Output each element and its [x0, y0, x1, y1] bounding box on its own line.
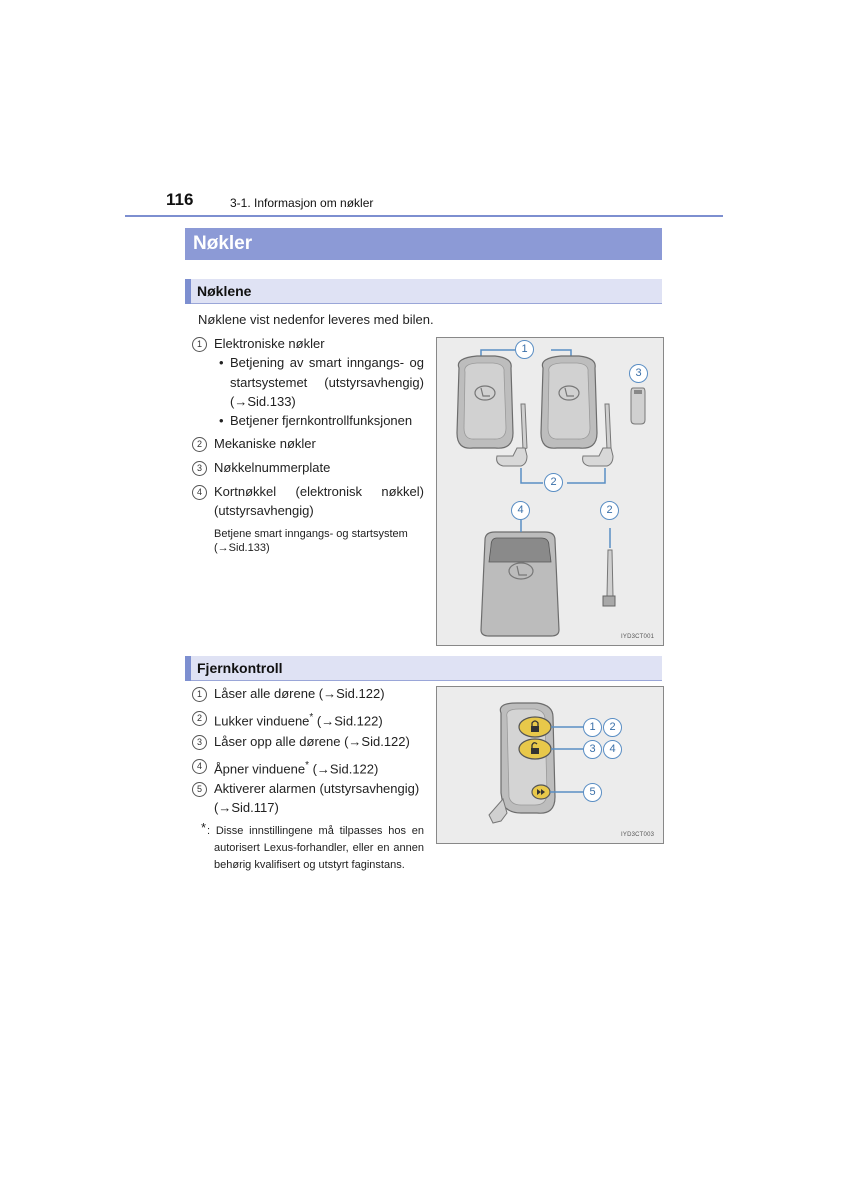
intro-text: Nøklene vist nedenfor leveres med bilen.	[198, 312, 434, 327]
list-item: Låser opp alle dørene (→Sid.122)	[214, 734, 410, 749]
callout-number: 2	[544, 473, 563, 492]
list-item	[214, 708, 383, 730]
item-number: 4	[192, 485, 207, 500]
note-text: Betjene smart inngangs- og startsystem	[214, 528, 408, 540]
note-text: (→Sid.133)	[214, 542, 270, 554]
footnote-text: : Disse innstillingene må tilpasses hos en	[207, 825, 424, 837]
remote-figure	[436, 686, 664, 844]
item-number: 1	[192, 337, 207, 352]
bullet-text: Betjener fjernkontrollfunksjonen	[230, 413, 413, 428]
callout-number: 5	[583, 783, 602, 802]
item-number: 5	[192, 782, 207, 797]
item-number: 3	[192, 461, 207, 476]
section-heading: Nøklene	[197, 283, 252, 299]
page-reference: (→Sid.122)	[308, 761, 379, 777]
page-reference: (→Sid.122)	[313, 713, 383, 729]
footnote-marker: *	[201, 820, 207, 835]
item-number: 2	[192, 711, 207, 726]
item-number: 3	[192, 735, 207, 750]
item-number: 2	[192, 437, 207, 452]
list-item: Kortnøkkel (elektronisk nøkkel)	[214, 484, 424, 499]
section-heading-bar	[185, 656, 662, 681]
callout-number: 3	[629, 364, 648, 383]
figure-code: IYD3CT003	[621, 832, 655, 838]
running-head: 3-1. Informasjon om nøkler	[230, 196, 374, 210]
item-number: 4	[192, 759, 207, 774]
list-item	[214, 756, 378, 778]
footnote-star: *	[309, 712, 314, 723]
list-item: Låser alle dørene (→Sid.122)	[214, 686, 385, 701]
list-item-label: Åpner vinduene	[214, 761, 306, 777]
callout-number: 4	[511, 501, 530, 520]
bullet-dot: •	[219, 355, 224, 370]
list-item: Nøkkelnummerplate	[214, 460, 331, 475]
list-item: Mekaniske nøkler	[214, 436, 316, 451]
page-title-bar	[185, 228, 662, 260]
list-item: (→Sid.117)	[214, 800, 279, 815]
header-rule	[125, 215, 723, 217]
section-heading: Fjernkontroll	[197, 660, 283, 676]
section-accent	[185, 656, 191, 681]
footnote-text: autorisert Lexus-forhandler, eller en annen	[214, 842, 424, 854]
list-item: Aktiverer alarmen (utstyrsavhengig)	[214, 781, 420, 796]
bullet-text: Betjening av smart inngangs- og	[230, 355, 424, 370]
bullet-dot: •	[219, 413, 224, 428]
footnote-star: *	[305, 760, 309, 771]
figure-code: IYD3CT001	[621, 634, 655, 640]
keys-figure	[436, 337, 664, 646]
callout-number: 2	[603, 718, 622, 737]
callout-number: 3	[583, 740, 602, 759]
item-number: 1	[192, 687, 207, 702]
footnote-text: behørig kvalifisert og utstyrt faginstans.	[214, 859, 405, 871]
callout-number: 4	[603, 740, 622, 759]
list-item: (utstyrsavhengig)	[214, 503, 314, 518]
list-item-label: Lukker vinduene	[214, 713, 310, 729]
list-item: Elektroniske nøkler	[214, 336, 325, 351]
section-accent	[185, 279, 191, 304]
remote-illustration	[437, 687, 663, 843]
page-title: Nøkler	[193, 233, 253, 254]
bullet-text: (→Sid.133)	[230, 394, 296, 409]
bullet-text: startsystemet (utstyrsavhengig)	[230, 375, 424, 390]
callout-number: 1	[583, 718, 602, 737]
callout-number: 2	[600, 501, 619, 520]
callout-number: 1	[515, 340, 534, 359]
section-heading-bar	[185, 279, 662, 304]
page-number: 116	[166, 190, 194, 209]
